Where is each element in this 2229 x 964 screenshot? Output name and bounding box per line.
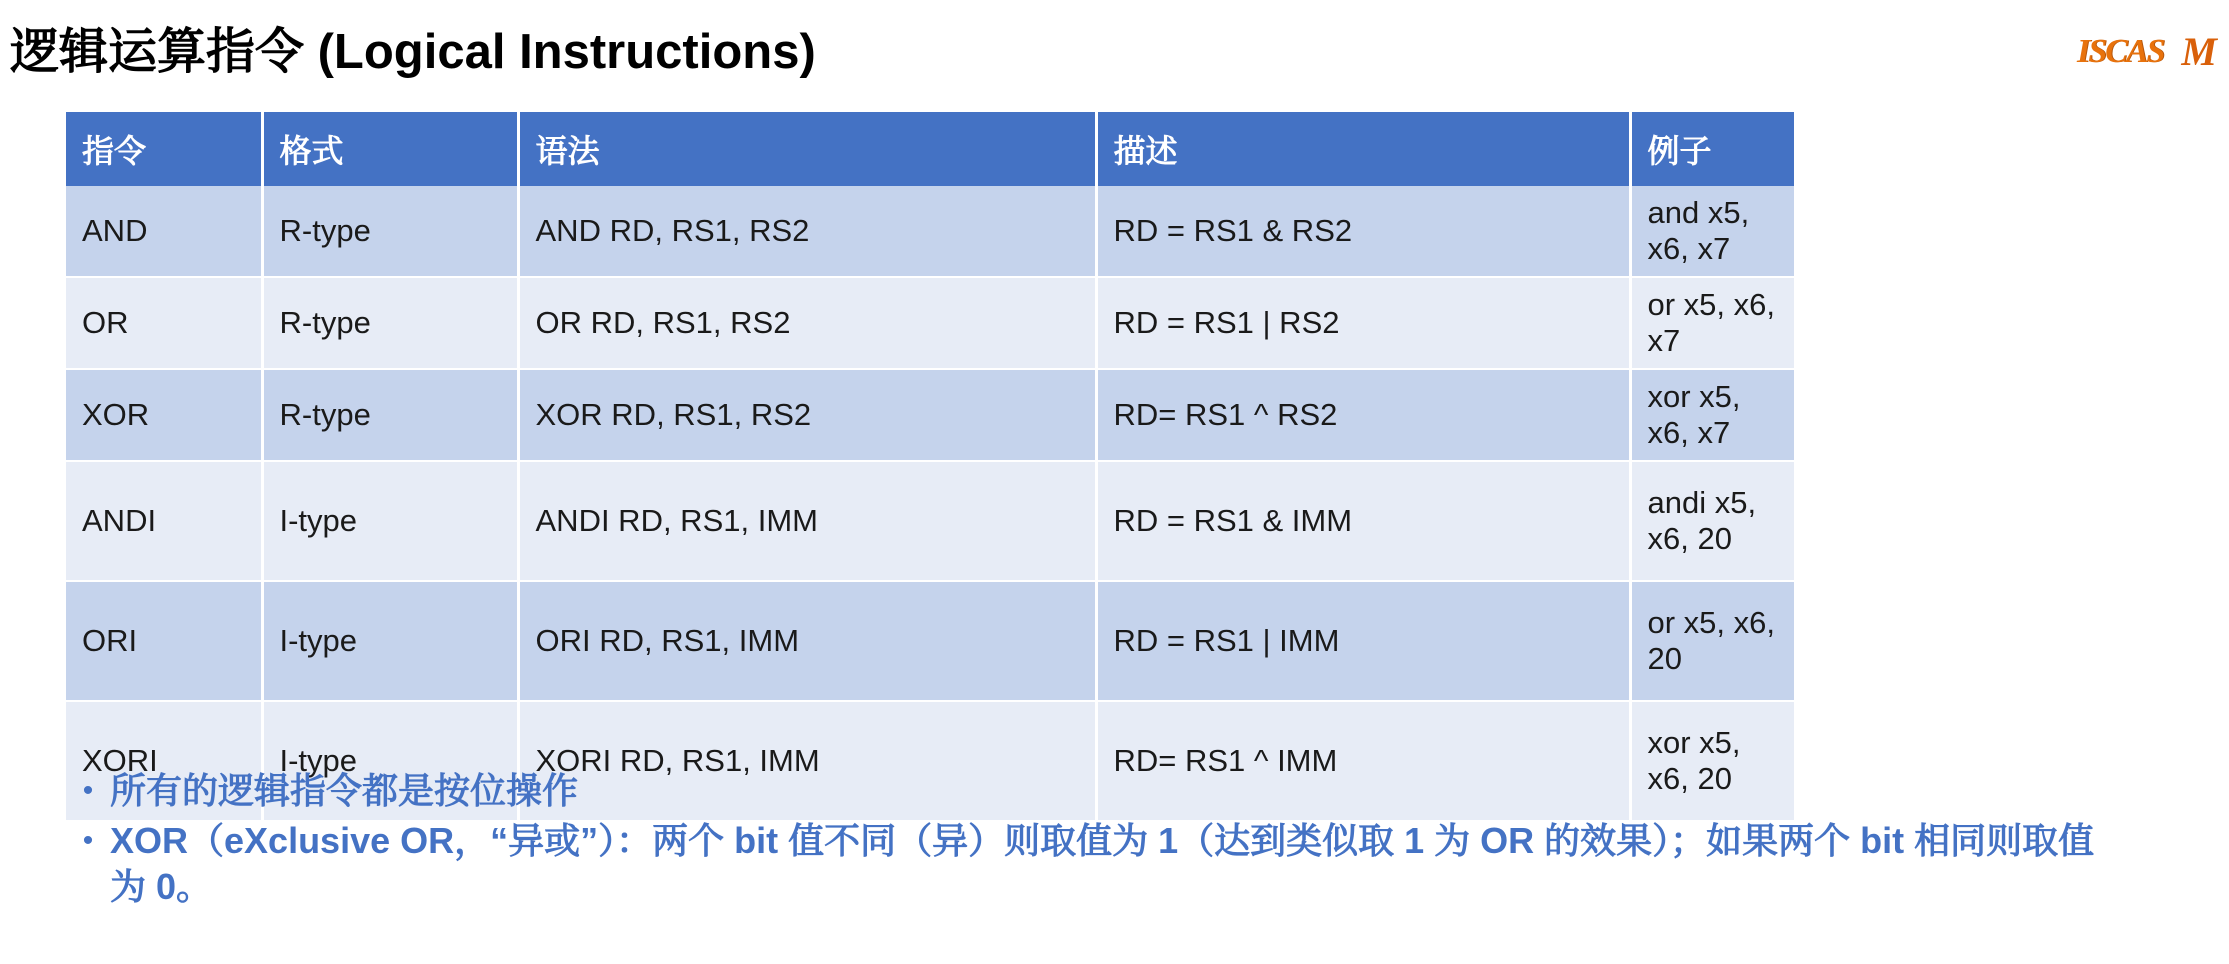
cell-syntax: XORI RD, RS1, IMM bbox=[518, 701, 1096, 821]
cell-format: R-type bbox=[262, 277, 518, 369]
title-row bbox=[10, 8, 2229, 88]
bullet-dot-icon: • bbox=[82, 774, 94, 807]
cell-syntax: ANDI RD, RS1, IMM bbox=[518, 461, 1096, 581]
cell-syntax: AND RD, RS1, RS2 bbox=[518, 186, 1096, 277]
instruction-table-container bbox=[66, 112, 1794, 822]
cell-instruction: ORI bbox=[66, 581, 262, 701]
cell-example: xor x5, x6, 20 bbox=[1630, 701, 1794, 821]
list-item bbox=[66, 818, 2166, 910]
table-row bbox=[66, 461, 1794, 581]
table-row bbox=[66, 581, 1794, 701]
cell-description: RD = RS1 & IMM bbox=[1096, 461, 1630, 581]
bullet-list bbox=[66, 768, 2166, 914]
cell-syntax: ORI RD, RS1, IMM bbox=[518, 581, 1096, 701]
cell-format: R-type bbox=[262, 369, 518, 461]
cell-format: R-type bbox=[262, 186, 518, 277]
list-item bbox=[66, 768, 2166, 814]
cell-syntax: OR RD, RS1, RS2 bbox=[518, 277, 1096, 369]
table-row bbox=[66, 277, 1794, 369]
cell-format: I-type bbox=[262, 581, 518, 701]
instruction-table bbox=[66, 112, 1794, 822]
cell-example: or x5, x6, x7 bbox=[1630, 277, 1794, 369]
logo-text: ISCAS bbox=[2077, 32, 2164, 70]
cell-example: andi x5, x6, 20 bbox=[1630, 461, 1794, 581]
cell-example: or x5, x6, 20 bbox=[1630, 581, 1794, 701]
cell-syntax: XOR RD, RS1, RS2 bbox=[518, 369, 1096, 461]
cell-description: RD= RS1 ^ RS2 bbox=[1096, 369, 1630, 461]
cell-instruction: XORI bbox=[66, 701, 262, 821]
cell-format: I-type bbox=[262, 461, 518, 581]
table-row bbox=[66, 369, 1794, 461]
column-header-format: 格式 bbox=[262, 112, 518, 186]
organization-logo bbox=[2077, 28, 2217, 75]
column-header-instruction: 指令 bbox=[66, 112, 262, 186]
cell-example: xor x5, x6, x7 bbox=[1630, 369, 1794, 461]
column-header-syntax: 语法 bbox=[518, 112, 1096, 186]
page-title: 逻辑运算指令 (Logical Instructions) bbox=[10, 25, 816, 79]
cell-instruction: OR bbox=[66, 277, 262, 369]
cell-example: and x5, x6, x7 bbox=[1630, 186, 1794, 277]
column-header-example: 例子 bbox=[1630, 112, 1794, 186]
cell-description: RD = RS1 & RS2 bbox=[1096, 186, 1630, 277]
cell-description: RD = RS1 | RS2 bbox=[1096, 277, 1630, 369]
bullet-text: XOR（eXclusive OR，“异或”）：两个 bit 值不同（异）则取值为 1（达到类似取 1 为 OR 的效果）；如果两个 bit 相同则取值为 0。 bbox=[110, 820, 2095, 907]
table-row bbox=[66, 186, 1794, 277]
bullet-dot-icon: • bbox=[82, 824, 94, 857]
column-header-description: 描述 bbox=[1096, 112, 1630, 186]
cell-instruction: XOR bbox=[66, 369, 262, 461]
bullet-text: 所有的逻辑指令都是按位操作 bbox=[110, 770, 579, 811]
cell-description: RD= RS1 ^ IMM bbox=[1096, 701, 1630, 821]
cell-description: RD = RS1 | IMM bbox=[1096, 581, 1630, 701]
cell-format: I-type bbox=[262, 701, 518, 821]
cell-instruction: AND bbox=[66, 186, 262, 277]
table-header-row bbox=[66, 112, 1794, 186]
cell-instruction: ANDI bbox=[66, 461, 262, 581]
logo-mark: M bbox=[2181, 29, 2217, 74]
